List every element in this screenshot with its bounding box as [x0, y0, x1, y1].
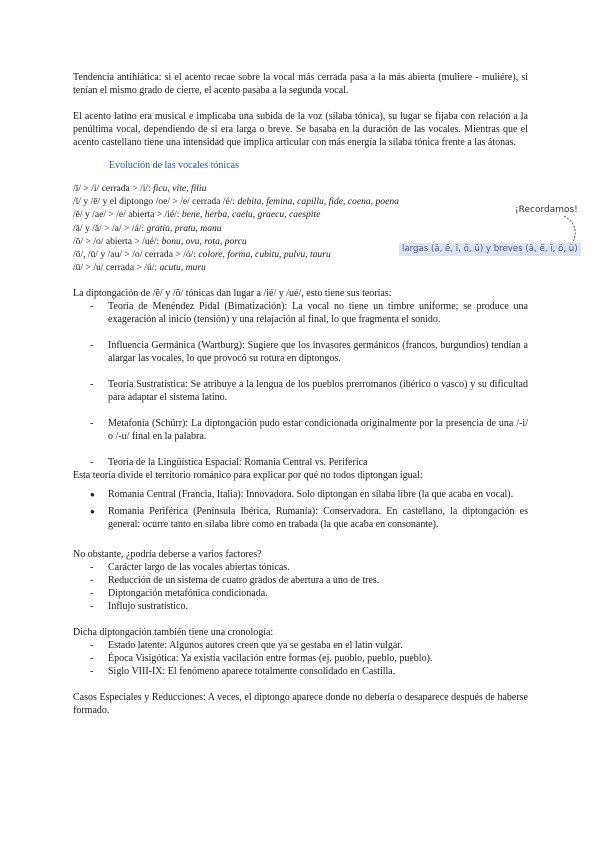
vowel-evolution-list [73, 182, 528, 274]
list-item: - Reducción de un sistema de cuatro grados de abertura a uno de tres. [90, 574, 528, 587]
vowel-rule-line: /ī/ > /i/ cerrada > /í/: ficu, vite, filiu [73, 183, 207, 194]
list-item: ● Romania Periférica (Península Ibérica, Rumanía): Conservadora. En castellano, la diptongación es general: ocurre tanto en sílaba libre como en trabada (la que acaba en consonante). [90, 505, 528, 531]
espacial-list [73, 488, 528, 531]
espacial-intro: Esta teoría divide el territorio románico para explicar por qué no todos diptongan igual: [73, 470, 423, 482]
list-item: - Teoría de la Lingüística Espacial: Romania Central vs. Periferica [90, 456, 528, 469]
list-item: ● Romania Central (Francia, Italia): Innovadora. Solo diptongan en sílaba libre (la que acaba en vocal). [90, 488, 528, 501]
list-item: - Teoría Sustratística: Se atribuye a la lengua de los pueblos prerromanos (ibérico o vasco) y su dificultad para adaptar el sistema latino. [90, 378, 528, 404]
note-title: ¡Recordamos! [515, 205, 578, 215]
section-heading-evolucion: Evolución de las vocales tónicas [109, 160, 239, 171]
list-item: - Metafonía (Schürr): La diptongación pudo estar condicionada originalmente por la presencia de una /-i/ o /-u/ final en la palabra. [90, 417, 528, 443]
factores-list [73, 561, 528, 613]
cronologia-list [73, 639, 528, 678]
vowel-rule-line: /ā/ y /ă/ > /a/ > /á/: gratia, pratu, manu [73, 222, 222, 234]
list-item: - Siglo VIII-IX: El fenómeno aparece totalmente consolidado en Castilla. [90, 665, 528, 678]
factores-intro: No obstante, ¿podría deberse a varios factores? [73, 549, 262, 561]
vowel-rule-line: /ĕ/ y /ae/ > /e/ abierta > /ié/: bene, herba, caelu, graecu, caespite [73, 209, 321, 221]
list-item: - Estado latente: Algunos autores creen que ya se gestaba en el latín vulgar. [90, 639, 528, 652]
list-item: - Teoría de Menéndez Pidal (Bimatización): La vocal no tiene un timbre uniforme; se produce una exageración al inicio (tensión) y una relajación al final, lo que fragmenta el sonido. [90, 300, 528, 326]
list-item: - Carácter largo de las vocales abiertas tónicas. [90, 561, 528, 574]
list-item: - Época Visigótica: Ya existía vacilación entre formas (ej. puoblo, pueblo, pueblo). [90, 652, 528, 665]
teorias-intro: La diptongación de /ĕ/ y /ŏ/ tónicas dan lugar a /ié/ y /ué/, esto tiene sus teorías: [73, 288, 392, 300]
list-item: - Influencia Germánica (Wartburg): Sugiere que los invasores germánicos (francos, burgundios) tendían a alargar las vocales, lo que provocó su rotura en diptongos. [90, 339, 528, 365]
vowel-rule-line: /ĭ/ y /ē/ y el diptongo /oe/ > /e/ cerrada /é/: debita, femina, capillu, fide, coena, poena [73, 196, 399, 208]
vowel-rule-line: /ŏ/ > /o/ abierta > /ué/: bonu, ovu, rota, porcu [73, 235, 247, 247]
document-page [73, 71, 528, 717]
note-box: largas (ā, ē, ī, ō, ū) y breves (ă, ĕ, ĭ, ŏ, ŭ) [399, 243, 581, 256]
paragraph-tendencia: Tendencia antihiática: si el acento recae sobre la vocal más cerrada pasa a la más abierta (muliere - muliére), si tenían el mismo grado de cierre, el acento pasaba a la segunda vocal. [73, 72, 528, 96]
teorias-list [73, 300, 528, 469]
cronologia-intro: Dicha diptongación también tiene una cronología: [73, 627, 274, 639]
vowel-rule-line: /ō/, /ŭ/ y /au/ > /o/ cerrada > /ó/: colore, forma, cubitu, pulvu, tauru [73, 249, 331, 261]
list-item: - Diptongación metafónica condicionada. [90, 587, 528, 600]
list-item: - Influjo sustratístico. [90, 600, 528, 613]
paragraph-acento: El acento latino era musical e implicaba una subida de la voz (sílaba tónica), su lugar se fijaba con relación a la penúltima vocal, dependiendo de si era larga o breve. Se basaba en la duración de las vocales. Mientras que el acento castellano tiene una intensidad que implica articular con más energía la sílaba tónica frente a las átonas. [73, 111, 528, 148]
vowel-rule-line: /ū/ > /u/ cerrada > /ú/: acutu, muru [73, 262, 206, 274]
paragraph-casos: Casos Especiales y Reducciones: A veces, el diptongo aparece donde no debería o desaparece después de haberse formado. [73, 692, 528, 717]
